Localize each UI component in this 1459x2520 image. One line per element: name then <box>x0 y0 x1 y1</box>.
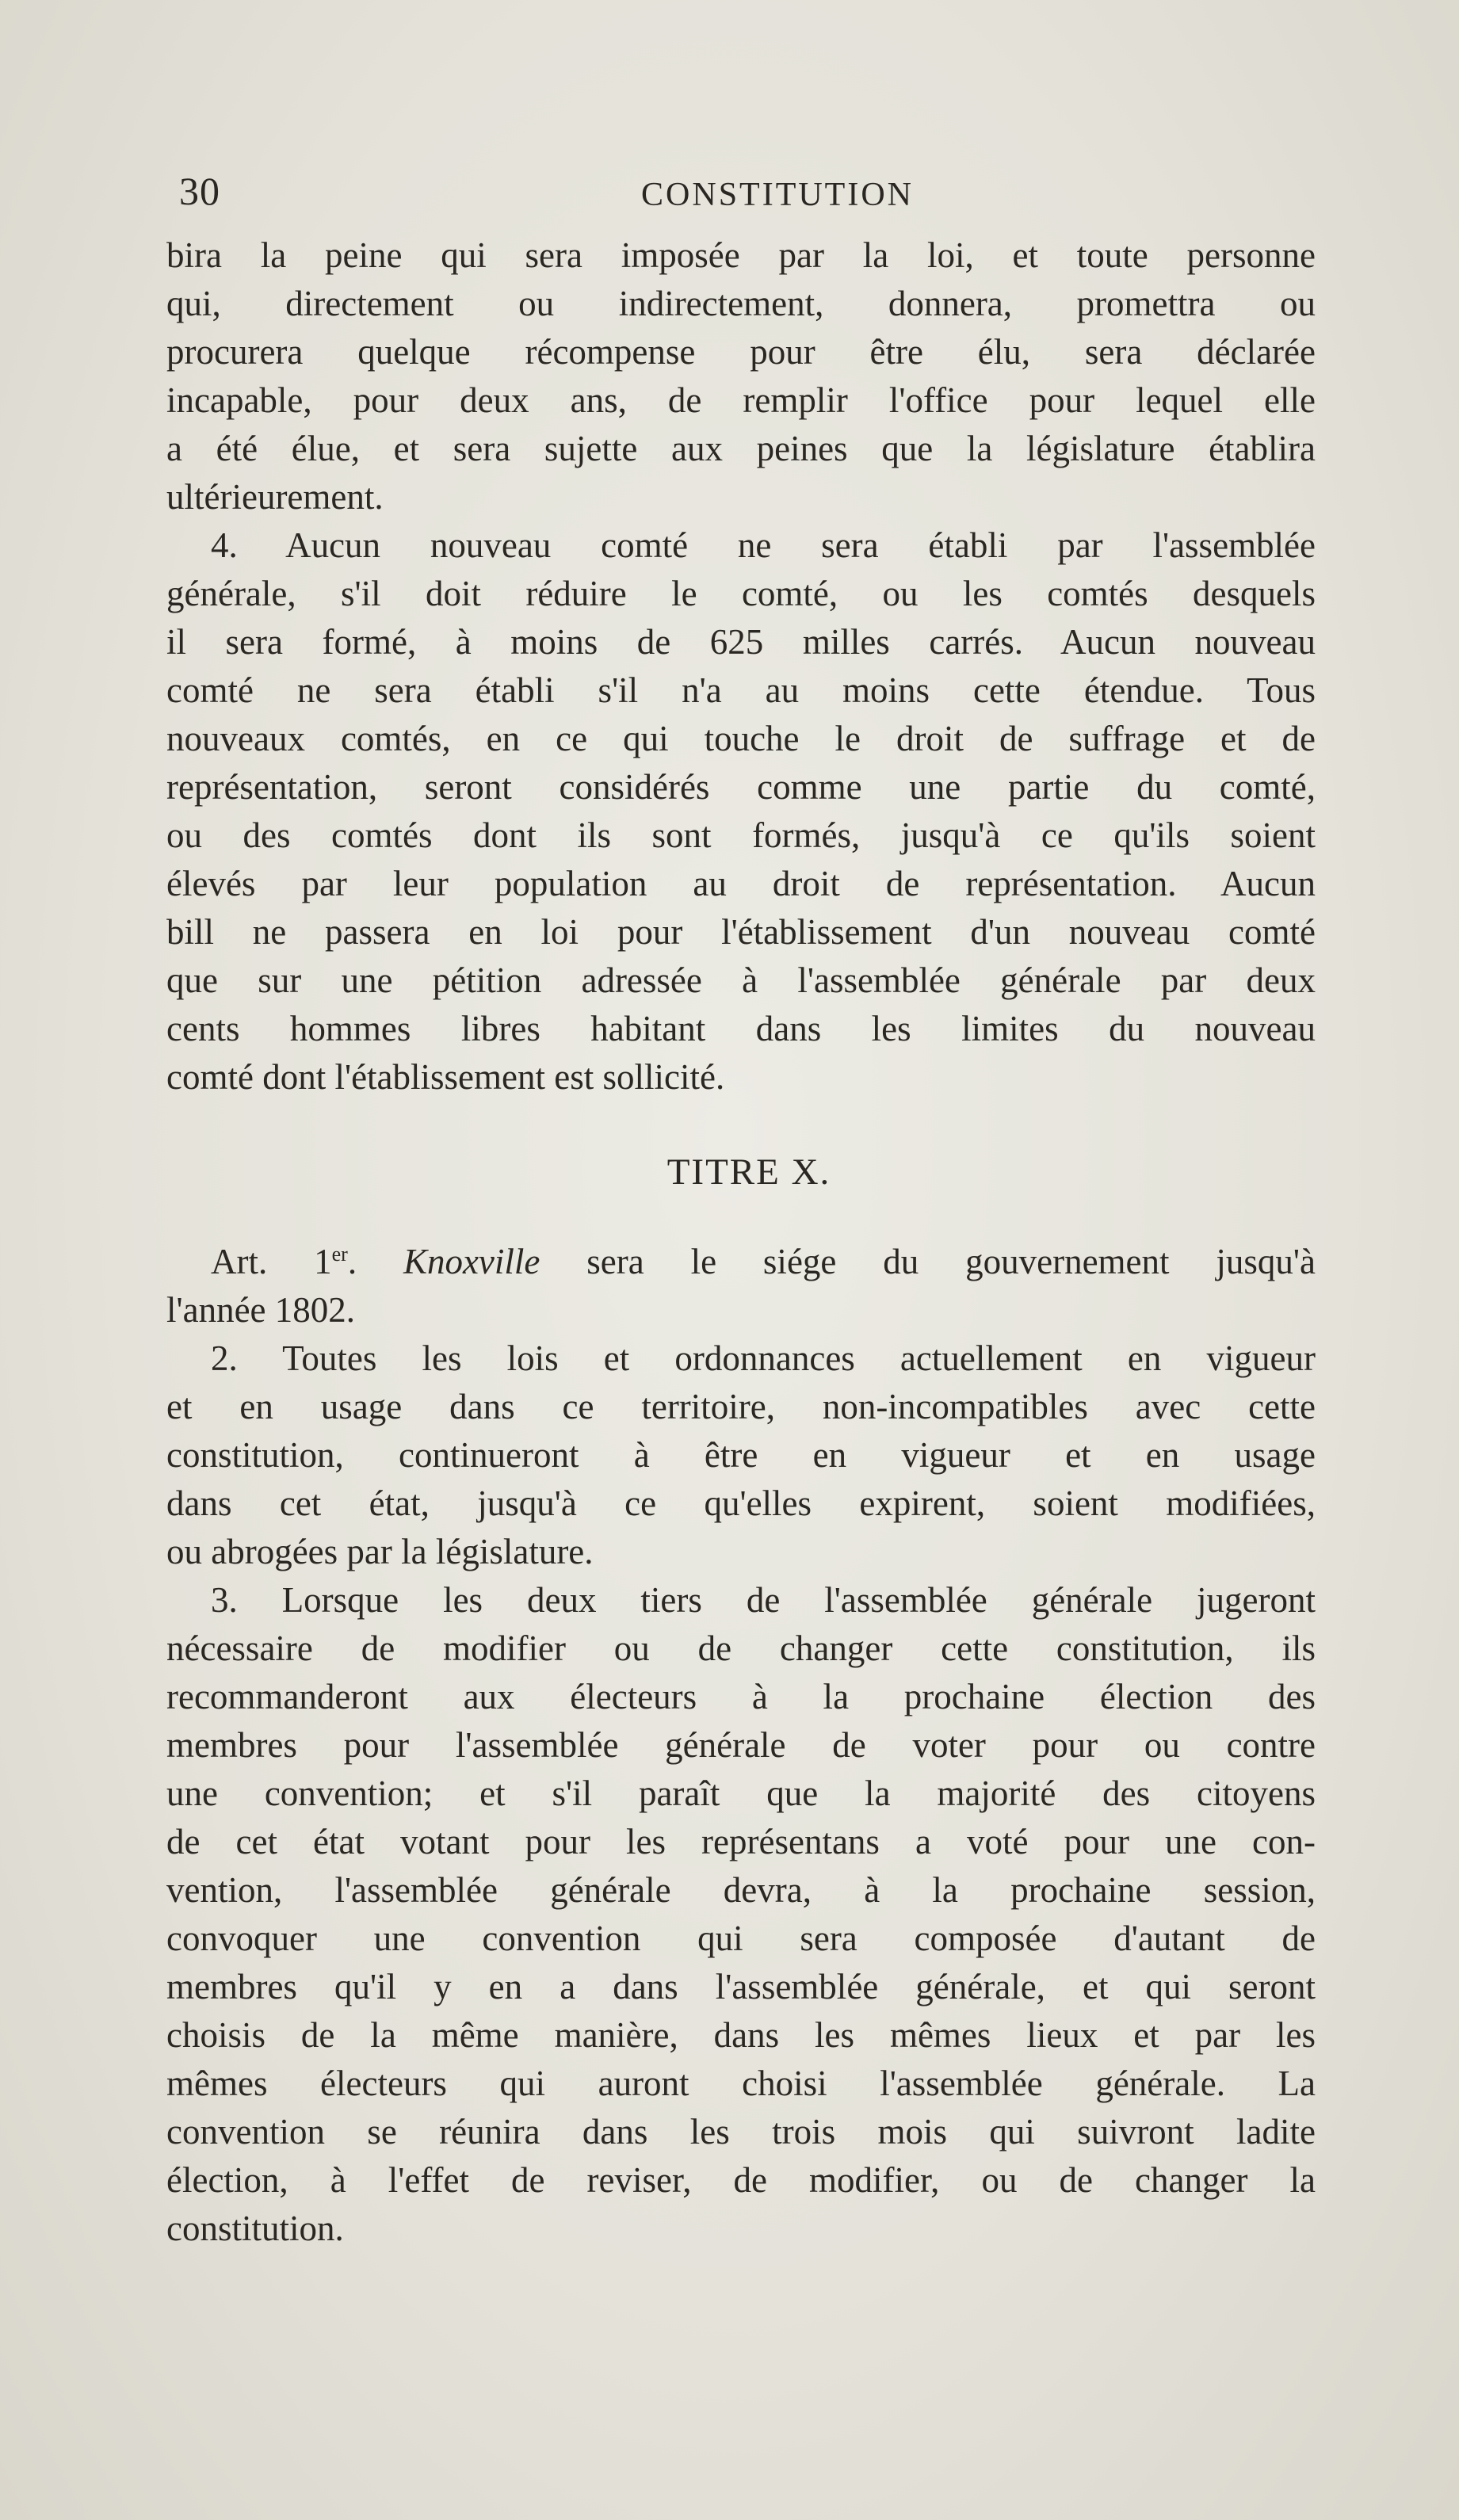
text-line: il sera formé, à moins de 625 milles carrés. Aucun nouveau <box>166 622 1316 662</box>
text-line: que sur une pétition adressée à l'assemblée générale par deux <box>166 960 1316 1000</box>
text-line: ou des comtés dont ils sont formés, jusqu'à ce qu'ils soient <box>166 815 1316 855</box>
paragraph-start: 3. Lorsque les deux tiers de l'assemblée générale jugeront <box>211 1580 1316 1620</box>
page-body <box>166 231 1316 2253</box>
text-line: nouveaux comtés, en ce qui touche le droit de suffrage et de <box>166 719 1316 758</box>
article-1-superscript: er <box>331 1243 348 1266</box>
article-1-line <box>166 1238 1316 1286</box>
text-line: mêmes électeurs qui auront choisi l'assemblée générale. La <box>166 2064 1316 2103</box>
text-line: constitution. <box>166 2209 344 2248</box>
section-title: TITRE X. <box>666 1151 831 1193</box>
text-line: membres qu'il y en a dans l'assemblée générale, et qui seront <box>166 1967 1316 2006</box>
text-line: nécessaire de modifier ou de changer cette constitution, ils <box>166 1628 1316 1668</box>
text-line: de cet état votant pour les représentans a voté pour une con- <box>166 1822 1316 1861</box>
text-line: bill ne passera en loi pour l'établissement d'un nouveau comté <box>166 912 1316 952</box>
text-line: qui, directement ou indirectement, donnera, promettra ou <box>166 284 1316 323</box>
text-line: dans cet état, jusqu'à ce qu'elles expirent, soient modifiées, <box>166 1483 1316 1523</box>
text-line: bira la peine qui sera imposée par la loi, et toute personne <box>166 235 1316 275</box>
article-1-rest: sera le siége du gouvernement jusqu'à <box>586 1242 1316 1281</box>
text-line: générale, s'il doit réduire le comté, ou les comtés desquels <box>166 574 1316 613</box>
text-line: constitution, continueront à être en vigueur et en usage <box>166 1435 1316 1475</box>
text-line: l'année 1802. <box>166 1290 356 1330</box>
text-line: choisis de la même manière, dans les mêmes lieux et par les <box>166 2015 1316 2055</box>
article-1-dot: . <box>347 1242 357 1281</box>
text-line: représentation, seront considérés comme une partie du comté, <box>166 767 1316 807</box>
city-name: Knoxville <box>403 1242 540 1281</box>
text-line: et en usage dans ce territoire, non-incompatibles avec cette <box>166 1387 1316 1426</box>
text-line: élevés par leur population au droit de représentation. Aucun <box>166 864 1316 903</box>
text-line: convoquer une convention qui sera composée d'autant de <box>166 1919 1316 1958</box>
text-line: comté ne sera établi s'il n'a au moins cette étendue. Tous <box>166 670 1316 710</box>
text-line: convention se réunira dans les trois mois qui suivront ladite <box>166 2112 1316 2152</box>
text-line: incapable, pour deux ans, de remplir l'office pour lequel elle <box>166 380 1316 420</box>
text-line: a été élue, et sera sujette aux peines que la législature établira <box>166 429 1316 468</box>
text-line: vention, l'assemblée générale devra, à la prochaine session, <box>166 1870 1316 1910</box>
text-line: comté dont l'établissement est sollicité. <box>166 1057 725 1097</box>
page-header <box>179 168 1312 223</box>
paragraph-start: 2. Toutes les lois et ordonnances actuellement en vigueur <box>211 1338 1316 1378</box>
article-1-prefix: Art. 1 <box>211 1242 332 1281</box>
text-line: une convention; et s'il paraît que la majorité des citoyens <box>166 1774 1316 1813</box>
text-line: ultérieurement. <box>166 477 384 517</box>
text-line: élection, à l'effet de reviser, de modifier, ou de changer la <box>166 2160 1316 2200</box>
text-line: recommanderont aux électeurs à la prochaine élection des <box>166 1677 1316 1716</box>
page-number: 30 <box>179 169 220 213</box>
text-line: cents hommes libres habitant dans les limites du nouveau <box>166 1009 1316 1048</box>
paragraph-start: 4. Aucun nouveau comté ne sera établi par l'assemblée <box>211 525 1316 565</box>
text-line: ou abrogées par la législature. <box>166 1532 594 1571</box>
running-head: CONSTITUTION <box>641 177 914 213</box>
text-line: membres pour l'assemblée générale de voter pour ou contre <box>166 1725 1316 1765</box>
text-line: procurera quelque récompense pour être élu, sera déclarée <box>166 332 1316 372</box>
